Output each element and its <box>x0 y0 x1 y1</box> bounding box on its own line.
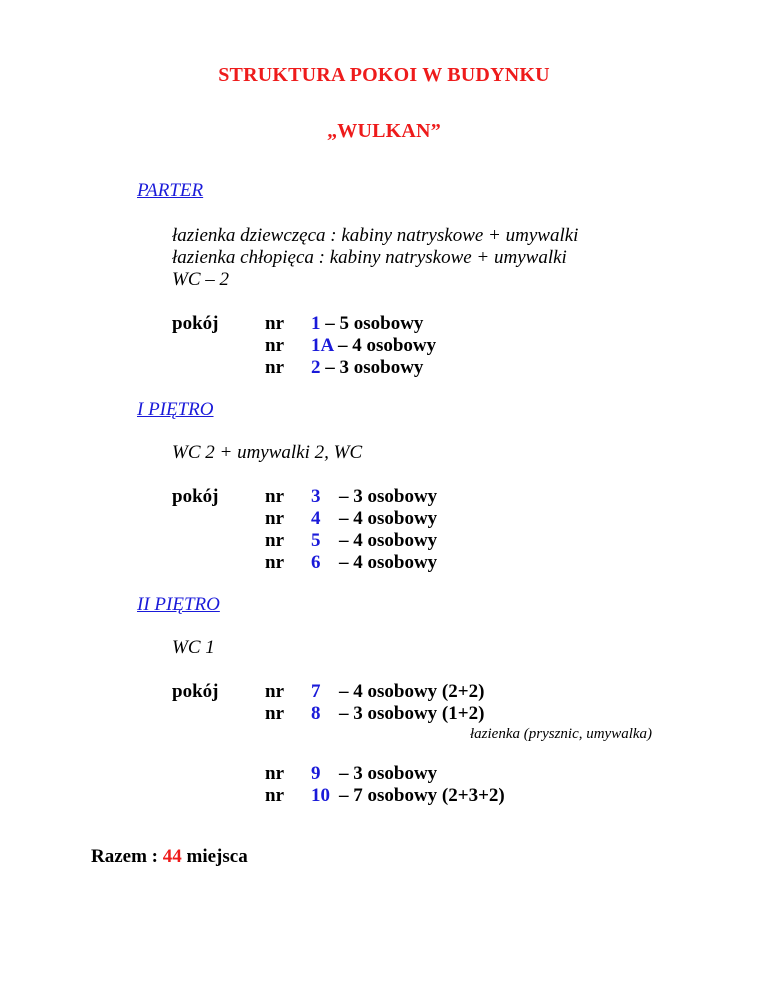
floor1-room-nr: nr <box>265 552 284 573</box>
room-desc: – 3 osobowy (1+2) <box>339 703 485 724</box>
floor2-room-nr: nr <box>265 785 284 806</box>
floor1-room-nr: nr <box>265 486 284 507</box>
room-number: 6 <box>311 552 321 573</box>
parter-line-2: łazienka chłopięca : kabiny natryskowe + umywalki <box>172 247 567 268</box>
bathroom-note: łazienka (prysznic, umywalka) <box>470 726 653 742</box>
section-heading-floor-1: I PIĘTRO <box>137 399 214 420</box>
room-number: 4 <box>311 508 321 529</box>
parter-room-row <box>311 313 423 335</box>
room-desc: – 4 osobowy <box>339 552 438 573</box>
room-desc: – 3 osobowy <box>339 486 438 507</box>
parter-room-nr: nr <box>265 313 284 334</box>
floor1-room-nr: nr <box>265 530 284 551</box>
total-label: Razem : <box>91 846 163 867</box>
section-heading-floor-2: II PIĘTRO <box>137 594 220 615</box>
floor2-room-label: pokój <box>172 681 219 702</box>
floor2-room-nr: nr <box>265 703 284 724</box>
title-line-1: STRUKTURA POKOI W BUDYNKU <box>218 64 550 86</box>
room-number: 8 <box>311 703 321 724</box>
total-suffix: miejsca <box>181 846 248 867</box>
parter-room-nr: nr <box>265 357 284 378</box>
room-number: 10 <box>311 785 330 806</box>
section-heading-parter: PARTER <box>137 180 204 201</box>
floor2-line-1: WC 1 <box>172 637 215 658</box>
room-number: 9 <box>311 763 321 784</box>
parter-room-label: pokój <box>172 313 219 334</box>
total-count: 44 <box>162 846 182 867</box>
floor2-room-nr: nr <box>265 681 284 702</box>
room-number: 5 <box>311 530 321 551</box>
room-desc: – 4 osobowy (2+2) <box>339 681 485 702</box>
floor1-room-label: pokój <box>172 486 219 507</box>
parter-line-1: łazienka dziewczęca : kabiny natryskowe + umywalki <box>172 225 579 246</box>
room-desc: – 5 osobowy <box>320 313 424 334</box>
room-number: 1 <box>311 313 321 334</box>
total-places <box>91 846 248 868</box>
room-desc: – 4 osobowy <box>339 508 438 529</box>
room-number: 2 <box>311 357 321 378</box>
room-number: 3 <box>311 486 321 507</box>
floor2-room-nr: nr <box>265 763 284 784</box>
floor1-line-1: WC 2 + umywalki 2, WC <box>172 442 363 463</box>
room-desc: – 3 osobowy <box>339 763 438 784</box>
parter-room-row <box>311 357 423 379</box>
room-number: 7 <box>311 681 321 702</box>
parter-room-nr: nr <box>265 335 284 356</box>
room-desc: – 3 osobowy <box>320 357 424 378</box>
parter-line-3: WC – 2 <box>172 269 229 290</box>
floor1-room-nr: nr <box>265 508 284 529</box>
room-desc: – 7 osobowy (2+3+2) <box>339 785 505 806</box>
room-desc: – 4 osobowy <box>339 530 438 551</box>
room-number: 1A <box>311 335 334 356</box>
title-line-2: „WULKAN” <box>327 120 441 142</box>
parter-room-row <box>311 335 436 357</box>
room-desc: – 4 osobowy <box>333 335 437 356</box>
